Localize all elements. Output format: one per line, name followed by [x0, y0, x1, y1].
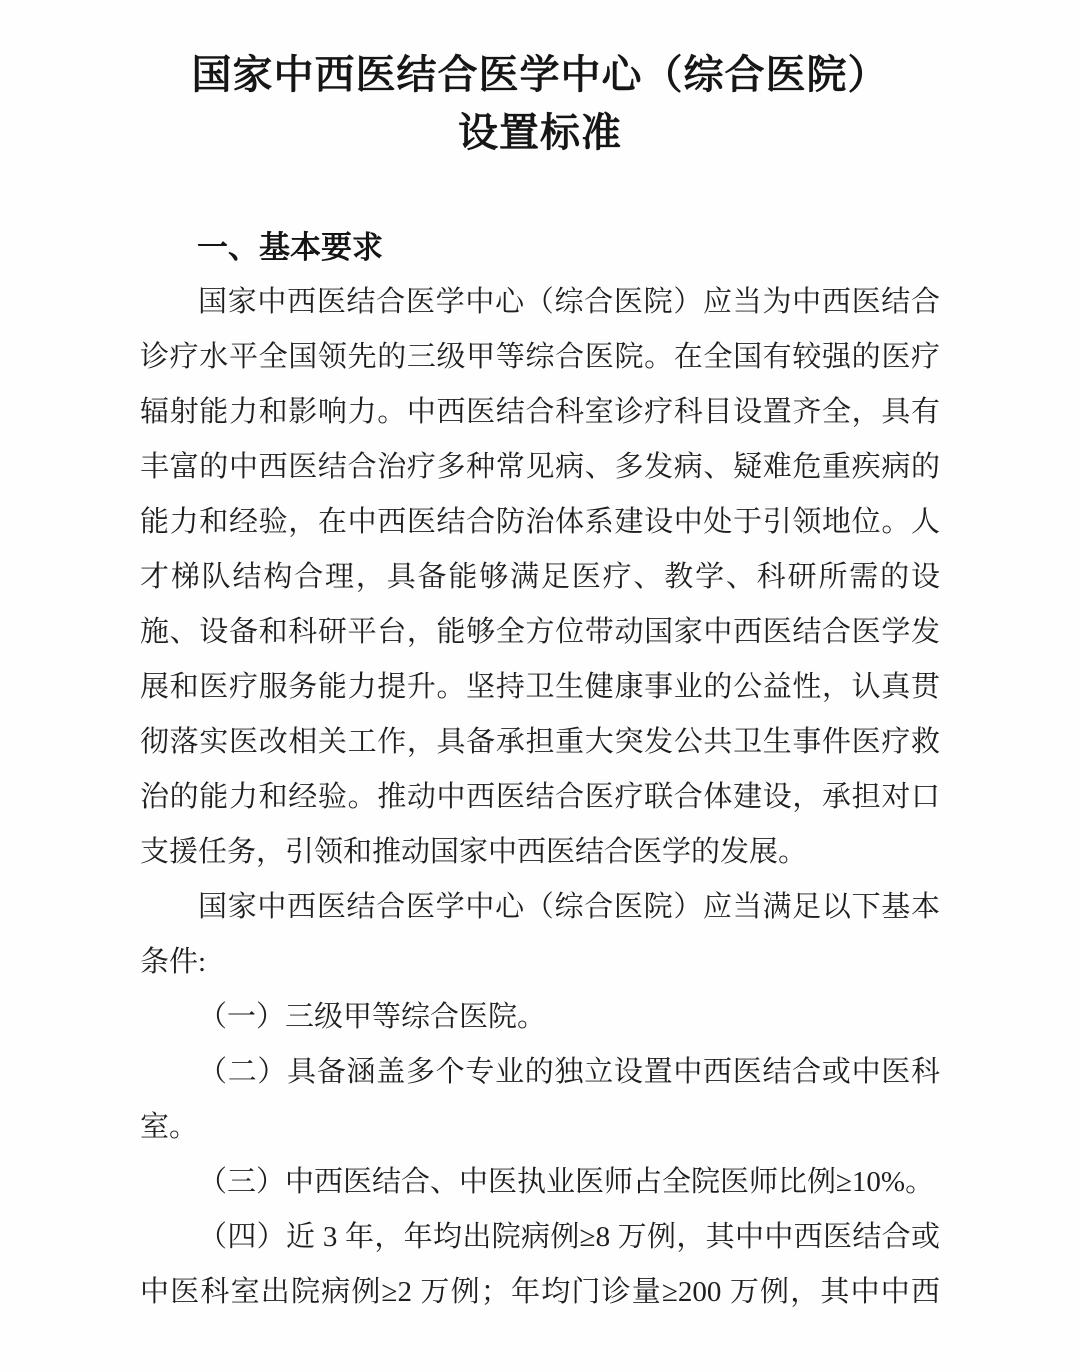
section-heading-basic-requirements: 一、基本要求	[197, 230, 383, 265]
paragraph-condition-4-truncated: （四）近 3 年，年均出院病例≥8 万例，其中中西医结合或中医科室出院病例≥2 万例；年均门诊量≥200 万例，其中中西	[140, 1221, 940, 1308]
document-title-line1: 国家中西医结合医学中心（综合医院）	[191, 52, 889, 97]
paragraph-basic-conditions-intro: 国家中西医结合医学中心（综合医院）应当满足以下基本条件:	[140, 891, 940, 978]
document-title-line2: 设置标准	[458, 110, 622, 155]
paragraph-condition-3: （三）中西医结合、中医执业医师占全院医师比例≥10%。	[198, 1166, 935, 1198]
paragraph-condition-1: （一）三级甲等综合医院。	[198, 1001, 547, 1033]
paragraph-condition-2: （二）具备涵盖多个专业的独立设置中西医结合或中医科室。	[140, 1056, 940, 1143]
paragraph-overview: 国家中西医结合医学中心（综合医院）应当为中西医结合诊疗水平全国领先的三级甲等综合医院。在全国有较强的医疗辐射能力和影响力。中西医结合科室诊疗科目设置齐全，具有丰富的中西医结合治疗多种常见病、多发病、疑难危重疾病的能力和经验，在中西医结合防治体系建设中处于引领地位。人才梯队结构合理，具备能够满足医疗、教学、科研所需的设施、设备和科研平台，能够全方位带动国家中西医结合医学发展和医疗服务能力提升。坚持卫生健康事业的公益性，认真贯彻落实医改相关工作，具备承担重大突发公共卫生事件医疗救治的能力和经验。推动中西医结合医疗联合体建设，承担对口支援任务，引领和推动国家中西医结合医学的发展。	[140, 286, 940, 868]
